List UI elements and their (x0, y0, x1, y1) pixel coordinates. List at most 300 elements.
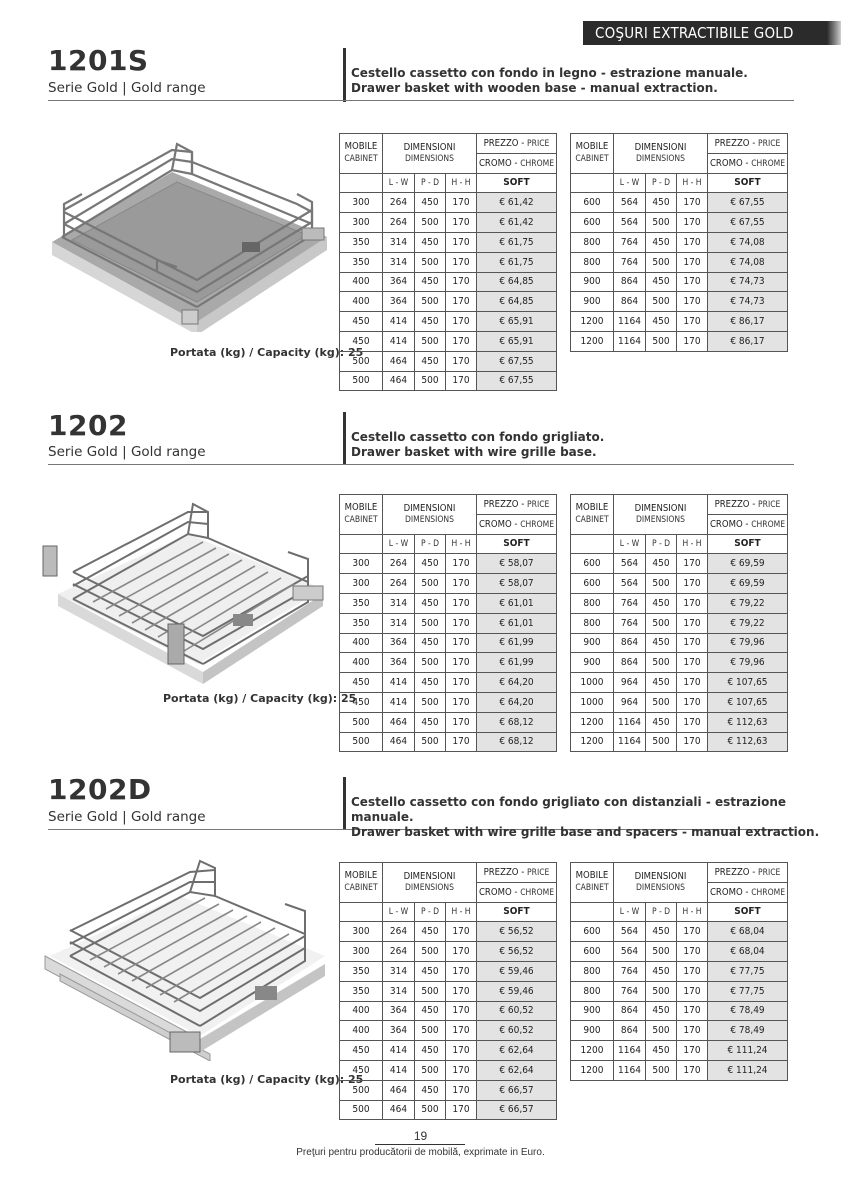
depth-cell: 500 (415, 252, 446, 272)
product-series: Serie Gold | Gold range (48, 444, 206, 460)
description-italian: Cestello cassetto con fondo grigliato con distanziali - estrazione manuale. (351, 795, 787, 824)
cabinet-cell: 600 (571, 554, 614, 574)
price-cell: € 67,55 (708, 213, 788, 233)
depth-cell: 450 (415, 961, 446, 981)
price-cell: € 64,85 (477, 272, 557, 292)
table-row (571, 1041, 788, 1061)
header-pd: P - D (646, 902, 677, 922)
depth-cell: 450 (646, 961, 677, 981)
price-cell: € 59,46 (477, 961, 557, 981)
height-cell: 170 (677, 213, 708, 233)
price-cell: € 68,12 (477, 712, 557, 732)
height-cell: 170 (677, 252, 708, 272)
divider-line (48, 100, 794, 101)
header-dimensions: DIMENSIONI DIMENSIONS (614, 863, 708, 903)
table-row (571, 633, 788, 653)
height-cell: 170 (677, 593, 708, 613)
price-cell: € 64,85 (477, 292, 557, 312)
height-cell: 170 (446, 692, 477, 712)
table-row (571, 213, 788, 233)
table-row (340, 351, 557, 371)
width-cell: 314 (383, 961, 415, 981)
width-cell: 764 (614, 593, 646, 613)
header-mobile: MOBILE CABINET (571, 863, 614, 903)
table-row (571, 692, 788, 712)
height-cell: 170 (446, 1100, 477, 1120)
width-cell: 564 (614, 213, 646, 233)
cabinet-cell: 350 (340, 593, 383, 613)
header-soft: SOFT (708, 902, 788, 922)
table-row (571, 554, 788, 574)
cabinet-cell: 1000 (571, 673, 614, 693)
depth-cell: 500 (646, 732, 677, 752)
width-cell: 564 (614, 922, 646, 942)
description-italian: Cestello cassetto con fondo in legno - estrazione manuale. (351, 66, 748, 80)
header-dimensions: DIMENSIONI DIMENSIONS (383, 134, 477, 174)
cabinet-cell: 300 (340, 193, 383, 213)
depth-cell: 500 (646, 213, 677, 233)
capacity-label: Portata (kg) / Capacity (kg): 25 (170, 346, 364, 359)
table-row (571, 922, 788, 942)
cabinet-cell: 350 (340, 961, 383, 981)
cabinet-cell: 1200 (571, 1060, 614, 1080)
table-row (571, 331, 788, 351)
table-row (340, 272, 557, 292)
width-cell: 864 (614, 272, 646, 292)
price-cell: € 67,55 (708, 193, 788, 213)
description-english: Drawer basket with wooden base - manual extraction. (351, 81, 718, 95)
table-row (340, 371, 557, 391)
width-cell: 464 (383, 351, 415, 371)
table-row (340, 554, 557, 574)
depth-cell: 450 (415, 633, 446, 653)
depth-cell: 500 (646, 292, 677, 312)
cabinet-cell: 300 (340, 574, 383, 594)
height-cell: 170 (677, 673, 708, 693)
cabinet-cell: 800 (571, 613, 614, 633)
basket-wire-grille-spacers-image (40, 856, 330, 1061)
width-cell: 1164 (614, 1041, 646, 1061)
cabinet-cell: 350 (340, 232, 383, 252)
width-cell: 314 (383, 593, 415, 613)
width-cell: 964 (614, 692, 646, 712)
cabinet-cell: 800 (571, 252, 614, 272)
depth-cell: 450 (646, 312, 677, 332)
divider-bar (343, 777, 346, 829)
price-table-left (339, 133, 557, 391)
price-cell: € 78,49 (708, 1001, 788, 1021)
header-pd: P - D (415, 534, 446, 554)
header-mobile: MOBILE CABINET (340, 495, 383, 535)
header-chrome: CROMO - CHROME (708, 153, 788, 173)
table-row (571, 1001, 788, 1021)
cabinet-cell: 450 (340, 1060, 383, 1080)
header-chrome: CROMO - CHROME (477, 882, 557, 902)
depth-cell: 500 (415, 1021, 446, 1041)
depth-cell: 450 (415, 1080, 446, 1100)
height-cell: 170 (446, 1080, 477, 1100)
cabinet-cell: 900 (571, 272, 614, 292)
price-cell: € 74,08 (708, 252, 788, 272)
table-row (571, 1021, 788, 1041)
depth-cell: 500 (415, 371, 446, 391)
width-cell: 364 (383, 1001, 415, 1021)
basket-wire-grille-image (38, 494, 328, 684)
width-cell: 364 (383, 292, 415, 312)
price-cell: € 68,12 (477, 732, 557, 752)
price-cell: € 86,17 (708, 312, 788, 332)
width-cell: 314 (383, 981, 415, 1001)
price-cell: € 77,75 (708, 961, 788, 981)
header-blank (571, 534, 614, 554)
table-row (340, 1001, 557, 1021)
price-cell: € 61,01 (477, 613, 557, 633)
depth-cell: 450 (646, 232, 677, 252)
table-row (340, 232, 557, 252)
width-cell: 1164 (614, 712, 646, 732)
height-cell: 170 (677, 312, 708, 332)
width-cell: 364 (383, 633, 415, 653)
width-cell: 564 (614, 942, 646, 962)
table-row (571, 232, 788, 252)
price-cell: € 61,42 (477, 213, 557, 233)
width-cell: 264 (383, 922, 415, 942)
height-cell: 170 (677, 732, 708, 752)
product-description (351, 66, 748, 96)
table-row (571, 292, 788, 312)
depth-cell: 450 (646, 712, 677, 732)
table-row (340, 331, 557, 351)
depth-cell: 450 (646, 633, 677, 653)
price-cell: € 65,91 (477, 331, 557, 351)
header-price: PREZZO - PRICE (477, 134, 557, 154)
header-pd: P - D (646, 534, 677, 554)
depth-cell: 450 (646, 1001, 677, 1021)
header-lw: L - W (614, 173, 646, 193)
price-cell: € 67,55 (477, 371, 557, 391)
width-cell: 764 (614, 252, 646, 272)
table-row (571, 1060, 788, 1080)
table-row (340, 922, 557, 942)
capacity-label: Portata (kg) / Capacity (kg): 25 (170, 1073, 364, 1086)
header-soft: SOFT (477, 534, 557, 554)
price-table-right (570, 494, 788, 752)
depth-cell: 500 (415, 331, 446, 351)
cabinet-cell: 900 (571, 653, 614, 673)
table-row (340, 1100, 557, 1120)
header-soft: SOFT (477, 902, 557, 922)
height-cell: 170 (446, 712, 477, 732)
depth-cell: 450 (415, 712, 446, 732)
cabinet-cell: 600 (571, 193, 614, 213)
height-cell: 170 (677, 232, 708, 252)
product-code: 1201S (48, 44, 149, 77)
description-english: Drawer basket with wire grille base and spacers - manual extraction. (351, 825, 820, 839)
depth-cell: 450 (415, 312, 446, 332)
cabinet-cell: 500 (340, 1100, 383, 1120)
price-cell: € 74,73 (708, 292, 788, 312)
cabinet-cell: 350 (340, 252, 383, 272)
height-cell: 170 (446, 1021, 477, 1041)
height-cell: 170 (446, 554, 477, 574)
price-cell: € 66,57 (477, 1080, 557, 1100)
height-cell: 170 (446, 232, 477, 252)
width-cell: 464 (383, 732, 415, 752)
width-cell: 864 (614, 292, 646, 312)
table-row (340, 712, 557, 732)
table-row (571, 961, 788, 981)
depth-cell: 500 (415, 981, 446, 1001)
table-row (340, 732, 557, 752)
cabinet-cell: 450 (340, 331, 383, 351)
header-price: PREZZO - PRICE (477, 863, 557, 883)
height-cell: 170 (677, 574, 708, 594)
width-cell: 414 (383, 331, 415, 351)
width-cell: 864 (614, 1021, 646, 1041)
width-cell: 264 (383, 554, 415, 574)
header-blank (340, 173, 383, 193)
cabinet-cell: 900 (571, 292, 614, 312)
table-row (571, 574, 788, 594)
price-cell: € 65,91 (477, 312, 557, 332)
basket-wooden-base-image (42, 132, 332, 332)
width-cell: 864 (614, 1001, 646, 1021)
depth-cell: 500 (646, 252, 677, 272)
footer-note: Preţuri pentru producătorii de mobilă, exprimate in Euro. (296, 1147, 545, 1158)
depth-cell: 500 (415, 1060, 446, 1080)
header-chrome: CROMO - CHROME (708, 882, 788, 902)
cabinet-cell: 400 (340, 1001, 383, 1021)
header-lw: L - W (383, 534, 415, 554)
footer-divider (375, 1144, 465, 1145)
cabinet-cell: 500 (340, 351, 383, 371)
width-cell: 464 (383, 1080, 415, 1100)
cabinet-cell: 800 (571, 232, 614, 252)
price-cell: € 74,73 (708, 272, 788, 292)
price-cell: € 68,04 (708, 942, 788, 962)
width-cell: 764 (614, 981, 646, 1001)
width-cell: 764 (614, 613, 646, 633)
height-cell: 170 (446, 371, 477, 391)
depth-cell: 500 (415, 213, 446, 233)
height-cell: 170 (677, 942, 708, 962)
height-cell: 170 (446, 922, 477, 942)
header-soft: SOFT (708, 173, 788, 193)
table-row (340, 252, 557, 272)
header-dimensions: DIMENSIONI DIMENSIONS (383, 863, 477, 903)
header-mobile: MOBILE CABINET (571, 134, 614, 174)
cabinet-cell: 400 (340, 292, 383, 312)
height-cell: 170 (446, 613, 477, 633)
depth-cell: 500 (646, 942, 677, 962)
price-table-left (339, 494, 557, 752)
table-row (340, 692, 557, 712)
table-row (340, 1080, 557, 1100)
width-cell: 464 (383, 1100, 415, 1120)
price-cell: € 66,57 (477, 1100, 557, 1120)
width-cell: 264 (383, 574, 415, 594)
depth-cell: 500 (646, 331, 677, 351)
height-cell: 170 (446, 351, 477, 371)
table-row (571, 942, 788, 962)
height-cell: 170 (677, 961, 708, 981)
table-row (340, 981, 557, 1001)
header-hh: H - H (446, 902, 477, 922)
depth-cell: 450 (646, 1041, 677, 1061)
table-row (340, 312, 557, 332)
table-row (571, 613, 788, 633)
width-cell: 264 (383, 193, 415, 213)
header-chrome: CROMO - CHROME (708, 514, 788, 534)
height-cell: 170 (677, 653, 708, 673)
price-cell: € 79,22 (708, 613, 788, 633)
price-cell: € 112,63 (708, 732, 788, 752)
table-row (340, 193, 557, 213)
header-price: PREZZO - PRICE (477, 495, 557, 515)
price-cell: € 64,20 (477, 692, 557, 712)
depth-cell: 450 (646, 272, 677, 292)
height-cell: 170 (677, 692, 708, 712)
header-blank (571, 173, 614, 193)
table-row (571, 653, 788, 673)
table-row (340, 1021, 557, 1041)
table-row (340, 653, 557, 673)
page-number: 19 (413, 1129, 428, 1143)
height-cell: 170 (446, 653, 477, 673)
product-series: Serie Gold | Gold range (48, 80, 206, 96)
cabinet-cell: 450 (340, 312, 383, 332)
depth-cell: 500 (415, 292, 446, 312)
price-cell: € 107,65 (708, 692, 788, 712)
header-mobile: MOBILE CABINET (571, 495, 614, 535)
cabinet-cell: 800 (571, 593, 614, 613)
height-cell: 170 (677, 272, 708, 292)
table-row (571, 732, 788, 752)
price-cell: € 79,96 (708, 633, 788, 653)
depth-cell: 500 (646, 653, 677, 673)
height-cell: 170 (446, 1041, 477, 1061)
width-cell: 364 (383, 1021, 415, 1041)
description-english: Drawer basket with wire grille base. (351, 445, 597, 459)
depth-cell: 450 (646, 554, 677, 574)
table-row (571, 252, 788, 272)
height-cell: 170 (677, 633, 708, 653)
table-row (340, 574, 557, 594)
price-cell: € 61,75 (477, 252, 557, 272)
product-description (351, 795, 841, 840)
price-cell: € 61,42 (477, 193, 557, 213)
cabinet-cell: 500 (340, 712, 383, 732)
cabinet-cell: 300 (340, 922, 383, 942)
price-cell: € 62,64 (477, 1041, 557, 1061)
product-code: 1202D (48, 773, 152, 806)
header-lw: L - W (383, 173, 415, 193)
width-cell: 1164 (614, 732, 646, 752)
depth-cell: 500 (646, 692, 677, 712)
width-cell: 314 (383, 613, 415, 633)
cabinet-cell: 300 (340, 554, 383, 574)
table-row (340, 673, 557, 693)
price-cell: € 67,55 (477, 351, 557, 371)
depth-cell: 450 (415, 232, 446, 252)
divider-bar (343, 48, 346, 102)
header-lw: L - W (614, 902, 646, 922)
price-cell: € 69,59 (708, 554, 788, 574)
divider-bar (343, 412, 346, 464)
price-cell: € 58,07 (477, 574, 557, 594)
header-dimensions: DIMENSIONI DIMENSIONS (383, 495, 477, 535)
width-cell: 464 (383, 712, 415, 732)
header-hh: H - H (446, 534, 477, 554)
price-cell: € 56,52 (477, 942, 557, 962)
depth-cell: 450 (415, 673, 446, 693)
width-cell: 564 (614, 574, 646, 594)
price-cell: € 60,52 (477, 1021, 557, 1041)
price-cell: € 107,65 (708, 673, 788, 693)
header-price: PREZZO - PRICE (708, 863, 788, 883)
width-cell: 1164 (614, 331, 646, 351)
height-cell: 170 (446, 272, 477, 292)
cabinet-cell: 600 (571, 213, 614, 233)
cabinet-cell: 400 (340, 1021, 383, 1041)
table-row (571, 272, 788, 292)
header-mobile: MOBILE CABINET (340, 134, 383, 174)
depth-cell: 450 (646, 673, 677, 693)
depth-cell: 500 (415, 732, 446, 752)
height-cell: 170 (677, 1021, 708, 1041)
price-cell: € 60,52 (477, 1001, 557, 1021)
price-cell: € 61,99 (477, 633, 557, 653)
table-row (340, 942, 557, 962)
header-soft: SOFT (708, 534, 788, 554)
height-cell: 170 (677, 292, 708, 312)
header-pd: P - D (646, 173, 677, 193)
cabinet-cell: 1200 (571, 712, 614, 732)
table-row (340, 213, 557, 233)
cabinet-cell: 400 (340, 633, 383, 653)
price-cell: € 79,96 (708, 653, 788, 673)
height-cell: 170 (446, 673, 477, 693)
height-cell: 170 (446, 312, 477, 332)
description-italian: Cestello cassetto con fondo grigliato. (351, 430, 605, 444)
cabinet-cell: 1000 (571, 692, 614, 712)
width-cell: 414 (383, 1041, 415, 1061)
table-row (340, 961, 557, 981)
depth-cell: 500 (415, 574, 446, 594)
cabinet-cell: 900 (571, 1021, 614, 1041)
height-cell: 170 (677, 613, 708, 633)
width-cell: 364 (383, 272, 415, 292)
price-table-right (570, 862, 788, 1081)
price-table-right (570, 133, 788, 352)
product-series: Serie Gold | Gold range (48, 809, 206, 825)
table-row (340, 1060, 557, 1080)
table-row (340, 593, 557, 613)
header-dimensions: DIMENSIONI DIMENSIONS (614, 134, 708, 174)
depth-cell: 450 (415, 351, 446, 371)
cabinet-cell: 800 (571, 961, 614, 981)
price-cell: € 64,20 (477, 673, 557, 693)
cabinet-cell: 300 (340, 213, 383, 233)
depth-cell: 500 (415, 942, 446, 962)
depth-cell: 450 (415, 193, 446, 213)
width-cell: 764 (614, 961, 646, 981)
table-row (340, 1041, 557, 1061)
depth-cell: 450 (415, 272, 446, 292)
width-cell: 764 (614, 232, 646, 252)
capacity-label: Portata (kg) / Capacity (kg): 25 (163, 692, 357, 705)
width-cell: 314 (383, 232, 415, 252)
